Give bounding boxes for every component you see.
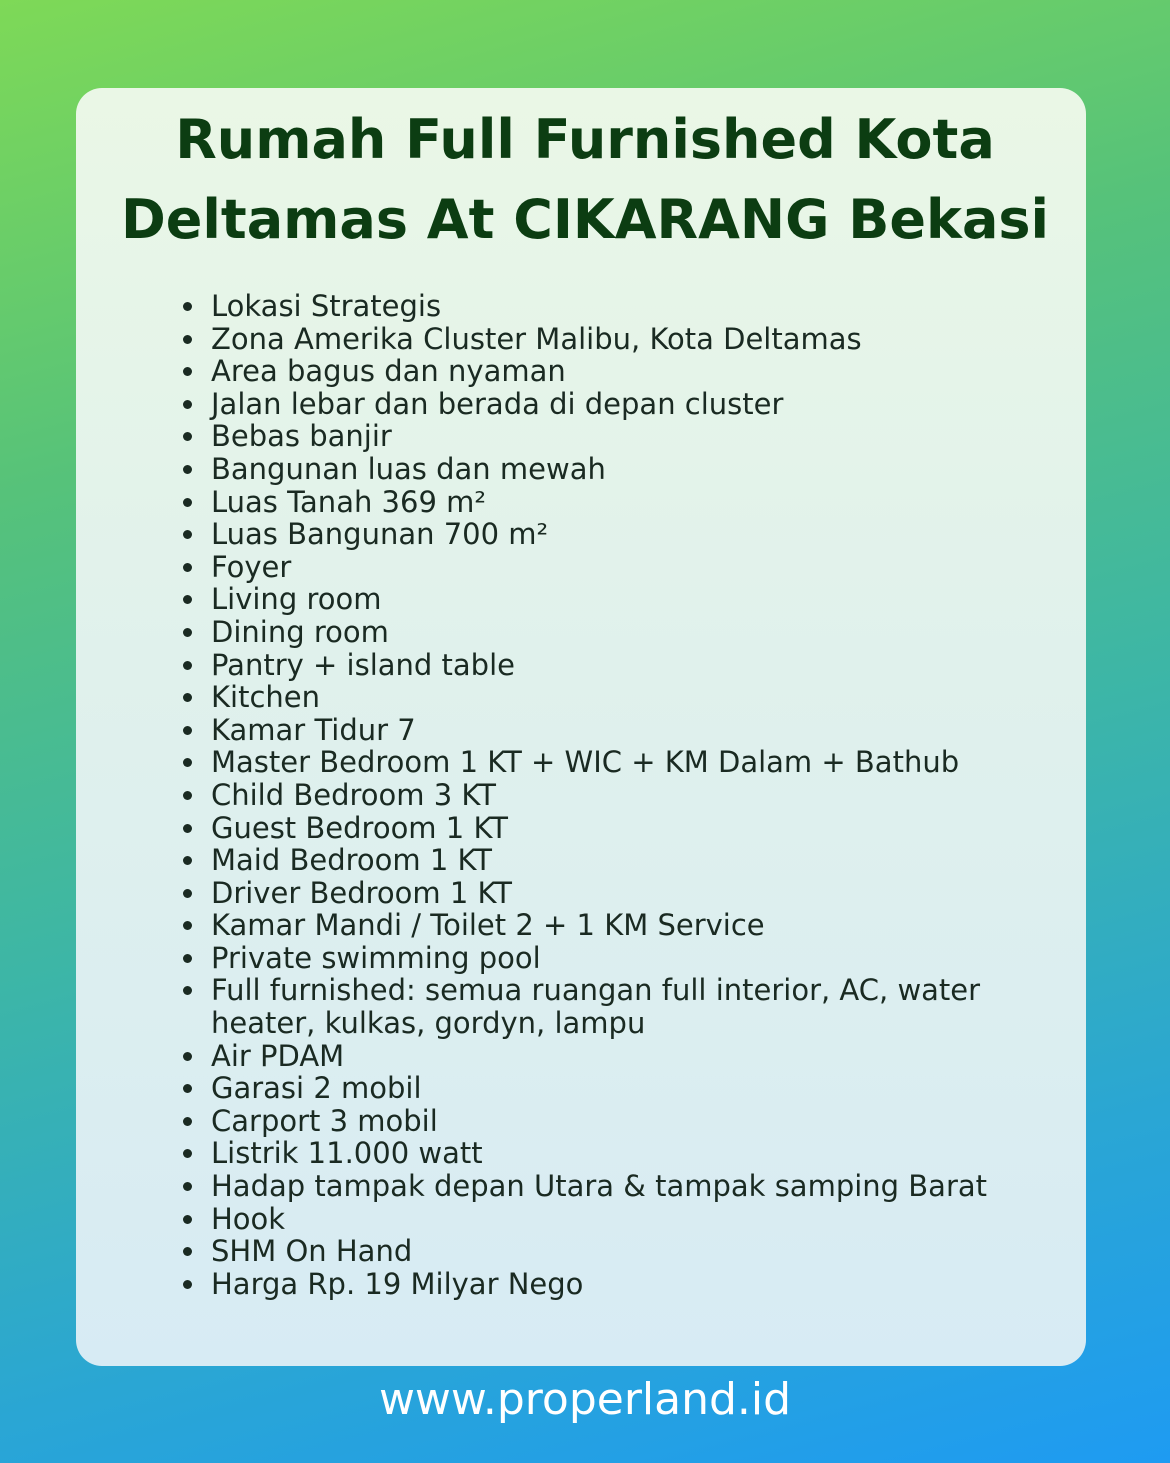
list-item: Area bagus dan nyaman [183, 355, 1003, 388]
list-item: Carport 3 mobil [183, 1105, 1003, 1138]
list-item: Luas Bangunan 700 m² [183, 518, 1003, 551]
list-item: Pantry + island table [183, 649, 1003, 682]
list-item: Harga Rp. 19 Milyar Nego [183, 1268, 1003, 1301]
list-item: Garasi 2 mobil [183, 1072, 1003, 1105]
list-item: Hadap tampak depan Utara & tampak samping Barat [183, 1170, 1003, 1203]
list-item: Air PDAM [183, 1040, 1003, 1073]
feature-list [183, 290, 1003, 1300]
list-item: Bebas banjir [183, 420, 1003, 453]
list-item: Kamar Mandi / Toilet 2 + 1 KM Service [183, 909, 1003, 942]
list-item: Living room [183, 583, 1003, 616]
listing-title [0, 100, 1170, 260]
title-line-1: Rumah Full Furnished Kota [175, 108, 995, 171]
list-item: Driver Bedroom 1 KT [183, 877, 1003, 910]
list-item: Lokasi Strategis [183, 290, 1003, 323]
list-item: Kitchen [183, 681, 1003, 714]
list-item: Bangunan luas dan mewah [183, 453, 1003, 486]
list-item: SHM On Hand [183, 1235, 1003, 1268]
list-item: Luas Tanah 369 m² [183, 486, 1003, 519]
website-url: www.properland.id [378, 1374, 792, 1425]
list-item: Dining room [183, 616, 1003, 649]
list-item: Jalan lebar dan berada di depan cluster [183, 388, 1003, 421]
list-item: Foyer [183, 551, 1003, 584]
list-item: Full furnished: semua ruangan full interior, AC, water heater, kulkas, gordyn, lampu [183, 974, 1003, 1039]
list-item: Maid Bedroom 1 KT [183, 844, 1003, 877]
list-item: Kamar Tidur 7 [183, 714, 1003, 747]
list-item: Guest Bedroom 1 KT [183, 812, 1003, 845]
list-item: Child Bedroom 3 KT [183, 779, 1003, 812]
list-item: Hook [183, 1203, 1003, 1236]
list-item: Listrik 11.000 watt [183, 1137, 1003, 1170]
list-item: Master Bedroom 1 KT + WIC + KM Dalam + Bathub [183, 746, 1003, 779]
title-line-2: Deltamas At CIKARANG Bekasi [120, 188, 1050, 251]
list-item: Private swimming pool [183, 942, 1003, 975]
list-item: Zona Amerika Cluster Malibu, Kota Deltamas [183, 323, 1003, 356]
